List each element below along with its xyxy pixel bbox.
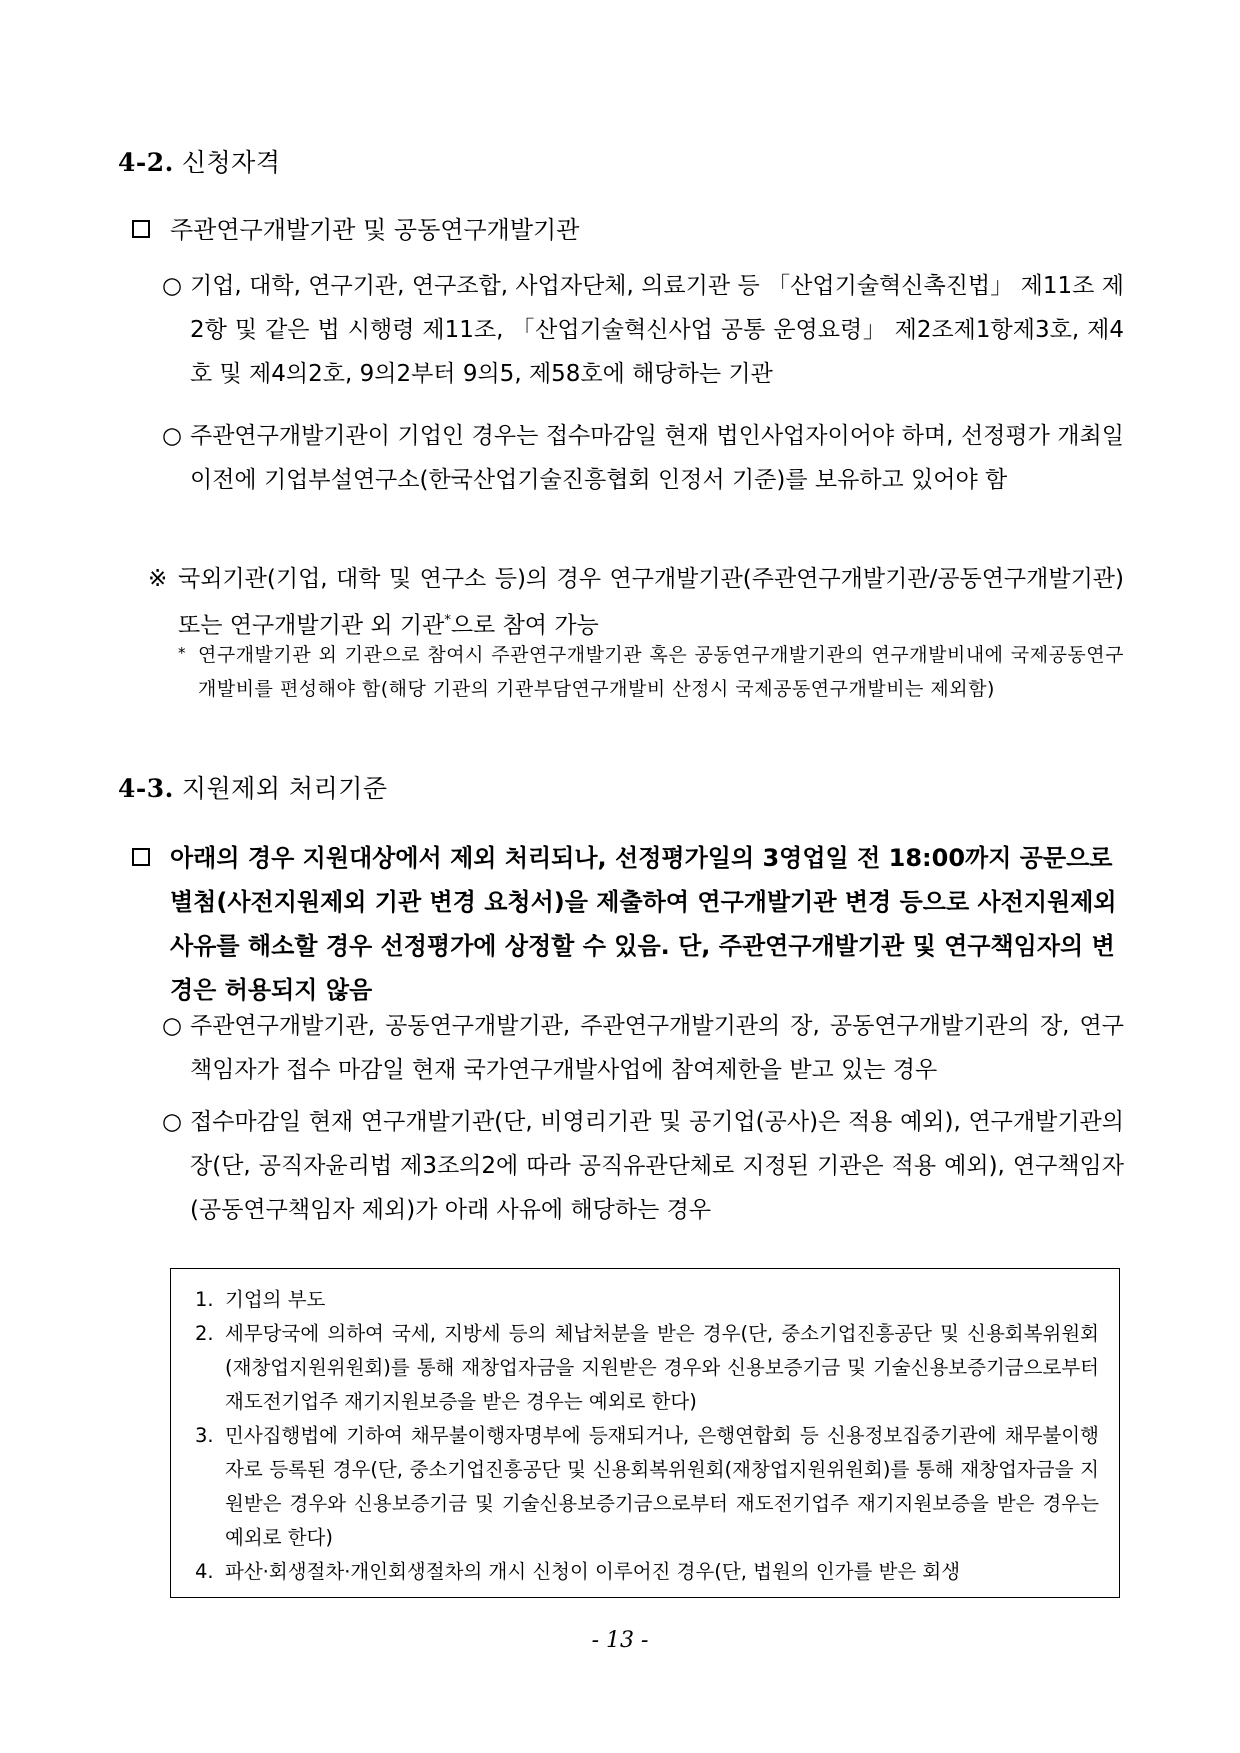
section-heading-4-3 <box>118 769 388 805</box>
reference-note <box>148 558 1124 647</box>
asterisk-icon: * <box>178 644 186 662</box>
bullet-text: 기업, 대학, 연구기관, 연구조합, 사업자단체, 의료기관 등 「산업기술혁신촉진법」 제11조 제2항 및 같은 법 시행령 제11조, 「산업기술혁신사업 공통 운영요령」 제2조제1항제3호, 제4호 및 제4의2호, 9의2부터 9의5, 제58호에 해당하는 기관 <box>190 273 1124 387</box>
box-heading-eligibility <box>132 208 1122 252</box>
criteria-number: 4. <box>195 1560 214 1583</box>
criteria-text: 민사집행법에 기하여 채무불이행자명부에 등재되거나, 은행연합회 등 신용정보집중기관에 채무불이행자로 등록된 경우(단, 중소기업진흥공단 및 신용회복위원회(재창업지원위원회)를 통해 재창업자금을 지원받은 경우와 신용보증기금 및 기술신용보증기금으로부터 재도전기업주 재기지원보증을 받은 경우는 예외로 한다) <box>225 1424 1099 1549</box>
checkbox-square-icon <box>132 220 150 238</box>
reference-mark-icon: ※ <box>148 566 168 592</box>
bullet-item <box>162 264 1124 396</box>
criteria-text: 기업의 부도 <box>225 1288 326 1311</box>
criteria-item <box>195 1283 1099 1317</box>
footnote <box>178 638 1124 706</box>
criteria-item <box>195 1419 1099 1555</box>
note-text: 국외기관(기업, 대학 및 연구소 등)의 경우 연구개발기관(주관연구개발기관/공동연구개발기관) 또는 연구개발기관 외 기관 <box>178 566 1124 639</box>
checkbox-square-icon <box>132 848 150 866</box>
box-heading-exclusion <box>132 836 1122 1012</box>
box-heading-text: 아래의 경우 지원대상에서 제외 처리되나, 선정평가일의 3영업일 전 18:00까지 공문으로 별첨(사전지원제외 기관 변경 요청서)을 제출하여 연구개발기관 변경 등으로 사전지원제외 사유를 해소할 경우 선정평가에 상정할 수 있음. 단, 주관연구개발기관 및 연구책임자의 변경은 허용되지 않음 <box>170 844 1117 1004</box>
footnote-text: 연구개발기관 외 기관으로 참여시 주관연구개발기관 혹은 공동연구개발기관의 연구개발비내에 국제공동연구개발비를 편성해야 함(해당 기관의 기관부담연구개발비 산정시 국제공동연구개발비는 제외함) <box>198 644 1124 700</box>
box-heading-text: 주관연구개발기관 및 공동연구개발기관 <box>170 216 580 244</box>
circle-bullet-icon: ○ <box>162 273 183 299</box>
section-number: 4-2. <box>118 148 174 177</box>
page-number: - 13 - <box>591 1628 649 1653</box>
criteria-item <box>195 1555 1099 1589</box>
bullet-item <box>162 1004 1124 1092</box>
section-title: 신청자격 <box>181 148 281 177</box>
criteria-list <box>195 1283 1099 1589</box>
bullet-text: 주관연구개발기관이 기업인 경우는 접수마감일 현재 법인사업자이어야 하며, 선정평가 개최일 이전에 기업부설연구소(한국산업기술진흥협회 인정서 기준)를 보유하고 있어야 함 <box>190 423 1124 493</box>
criteria-text: 파산·회생절차·개인회생절차의 개시 신청이 이루어진 경우(단, 법원의 인가를 받은 회생 <box>225 1560 961 1583</box>
bullet-item <box>162 414 1124 502</box>
bullet-text: 접수마감일 현재 연구개발기관(단, 비영리기관 및 공기업(공사)은 적용 예외), 연구개발기관의 장(단, 공직자윤리법 제3조의2에 따라 공직유관단체로 지정된 기관은 적용 예외), 연구책임자(공동연구책임자 제외)가 아래 사유에 해당하는 경우 <box>190 1109 1124 1223</box>
footnote-mark: * <box>444 613 451 628</box>
criteria-item <box>195 1317 1099 1419</box>
criteria-text: 세무당국에 의하여 국세, 지방세 등의 체납처분을 받은 경우(단, 중소기업진흥공단 및 신용회복위원회(재창업지원위원회)를 통해 재창업자금을 지원받은 경우와 신용보증기금 및 기술신용보증기금으로부터 재도전기업주 재기지원보증을 받은 경우는 예외로 한다) <box>225 1322 1099 1413</box>
bullet-item <box>162 1100 1124 1232</box>
exclusion-criteria-box <box>170 1268 1120 1598</box>
note-text-end: 으로 참여 가능 <box>450 612 599 639</box>
section-number: 4-3. <box>118 774 174 803</box>
section-heading-4-2 <box>118 143 280 179</box>
circle-bullet-icon: ○ <box>162 1109 183 1135</box>
criteria-number: 2. <box>195 1322 214 1345</box>
circle-bullet-icon: ○ <box>162 423 183 449</box>
bullet-text: 주관연구개발기관, 공동연구개발기관, 주관연구개발기관의 장, 공동연구개발기관의 장, 연구책임자가 접수 마감일 현재 국가연구개발사업에 참여제한을 받고 있는 경우 <box>190 1013 1124 1083</box>
circle-bullet-icon: ○ <box>162 1013 183 1039</box>
criteria-number: 1. <box>195 1288 214 1311</box>
criteria-number: 3. <box>195 1424 214 1447</box>
section-title: 지원제외 처리기준 <box>181 774 388 803</box>
